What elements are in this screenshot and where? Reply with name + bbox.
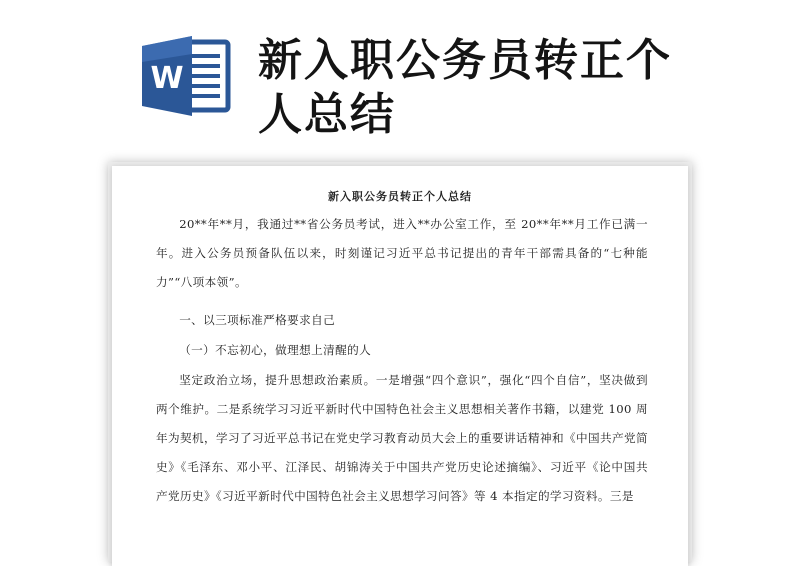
paragraph-intro: 20**年**月，我通过**省公务员考试，进入**办公室工作，至 20**年**月工作已满一年。进入公务员预备队伍以来，时刻谨记习近平总书记提出的青年干部需具备的“七种能力”“八项本领”。 [156,217,648,289]
page-title: 新入职公务员转正个人总结 [258,35,672,140]
document-page [112,166,688,566]
paragraph-body: 坚定政治立场，提升思想政治素质。一是增强“四个意识”，强化“四个自信”，坚决做到两个维护。二是系统学习习近平新时代中国特色社会主义思想相关著作书籍，以建党 100 周年为契机，学习了习近平总书记在党史学习教育动员大会上的重要讲话精神和《中国共产党简史》《毛泽东、邓小平、江泽民、胡锦涛关于中国共产党历史论述摘编》、习近平《论中国共产党历史》《习近平新时代中国特色社会主义思想学习问答》等 4 本指定的学习资料。三是 [156,373,648,503]
header [0,0,800,160]
word-document-icon [140,34,232,118]
subsection-heading: （一）不忘初心，做理想上清醒的人 [179,343,372,357]
document-title: 新入职公务员转正个人总结 [328,190,472,203]
word-letter: W [150,61,184,96]
section-heading: 一、以三项标准严格要求自己 [179,313,336,327]
